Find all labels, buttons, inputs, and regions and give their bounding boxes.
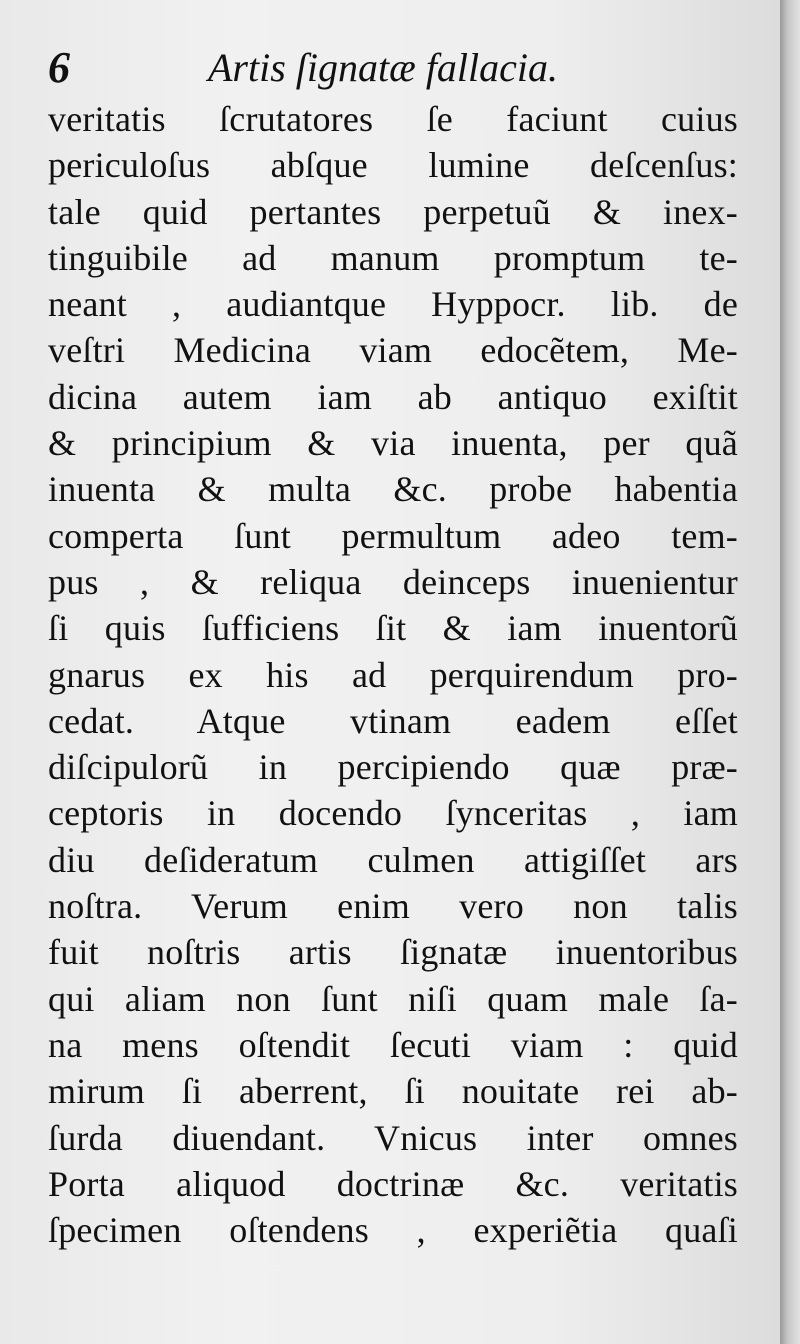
text-line: dicina autem iam ab antiquo exiſtit	[48, 376, 738, 417]
text-line: ſpecimen oſtendens , experiẽtia quaſi	[48, 1210, 738, 1251]
text-line: ceptoris in docendo ſynceritas , iam	[48, 793, 738, 834]
book-gutter	[780, 0, 800, 1344]
text-line: diu deſideratum culmen attigiſſet ars	[48, 839, 738, 880]
text-line: neant , audiantque Hyppocr. lib. de	[48, 284, 738, 325]
text-line: & principium & via inuenta, per quã	[48, 423, 738, 464]
text-line: tale quid pertantes perpetuũ & inex-	[48, 191, 738, 232]
text-line: noſtra. Verum enim vero non talis	[48, 886, 738, 927]
text-line: cedat. Atque vtinam eadem eſſet	[48, 700, 738, 741]
text-line: na mens oſtendit ſecuti viam : quid	[48, 1024, 738, 1065]
running-head: Artis ſignatæ fallacia.	[208, 45, 559, 90]
page-number: 6	[48, 43, 70, 92]
page-header	[48, 40, 728, 96]
text-line: ſurda diuendant. Vnicus inter omnes	[48, 1117, 738, 1158]
text-line: periculoſus abſque lumine deſcenſus:	[48, 145, 738, 186]
text-line: pus , & reliqua deinceps inuenientur	[48, 561, 738, 602]
text-line: fuit noſtris artis ſignatæ inuentoribus	[48, 932, 738, 973]
text-line: tinguibile ad manum promptum te-	[48, 237, 738, 278]
text-line: Porta aliquod doctrinæ &c. veritatis	[48, 1163, 738, 1204]
text-line: inuenta & multa &c. probe habentia	[48, 469, 738, 510]
text-line: veritatis ſcrutatores ſe faciunt cuius	[48, 99, 738, 139]
text-line: diſcipulorũ in percipiendo quæ præ-	[48, 747, 738, 788]
text-line: gnarus ex his ad perquirendum pro-	[48, 654, 738, 695]
body-text	[48, 96, 738, 1253]
text-line: comperta ſunt permultum adeo tem-	[48, 515, 738, 556]
text-line: mirum ſi aberrent, ſi nouitate rei ab-	[48, 1071, 738, 1112]
text-line: ſi quis ſufficiens ſit & iam inuentorũ	[48, 608, 738, 649]
text-line: veſtri Medicina viam edocẽtem, Me-	[48, 330, 738, 371]
text-line: qui aliam non ſunt niſi quam male ſa-	[48, 978, 738, 1019]
